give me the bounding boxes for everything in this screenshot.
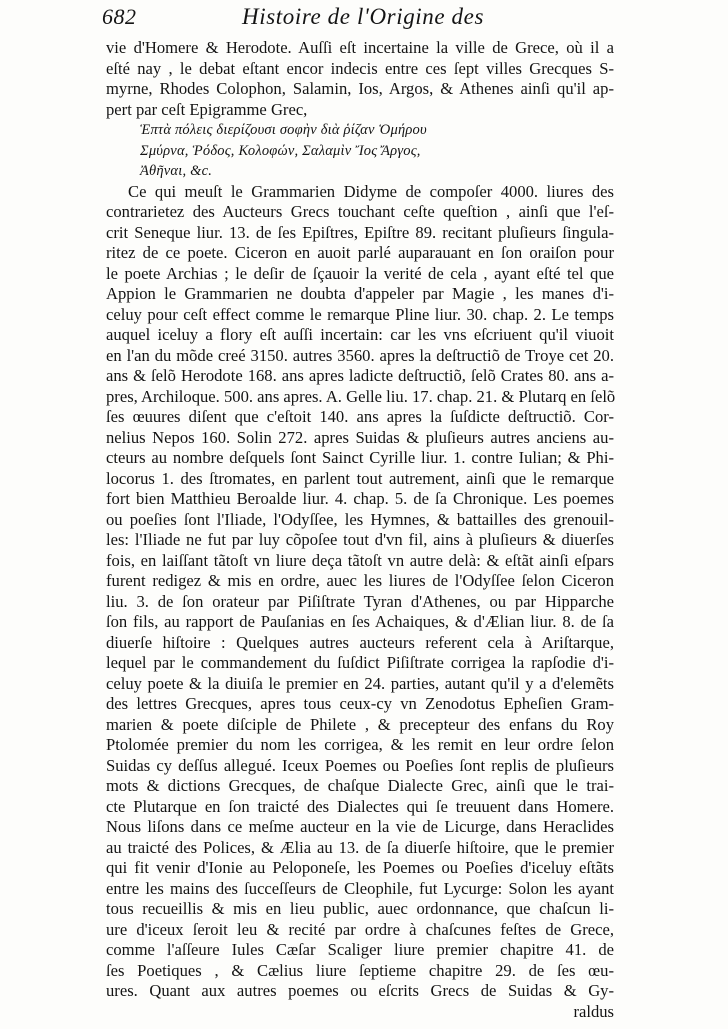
text-line: fort bien Matthieu Beroalde liur. 4. chap. 5. de ſa Chronique. Les poemes <box>106 489 614 508</box>
text-line: entre les mains des ſucceſſeurs de Cleophile, fut Lycurge: Solon les ayant <box>106 878 614 898</box>
text-line: le poete Archias ; le deſir de ſçauoir la verité de cela , ayant eſté tel que <box>106 263 614 283</box>
paragraph-first-line: Ce qui meuſt le Grammarien Didyme de compoſer 4000. liures des <box>128 181 614 201</box>
text-line: ſes œuures diſent que c'eſtoit 140. ans apres la ſuſdicte deſtructiõ. Cor- <box>106 407 614 426</box>
text-line: en l'an du mõde creé 3150. autres 3560. apres la deſtructiõ de Troye cet 20. <box>106 345 614 365</box>
page-number: 682 <box>102 4 137 29</box>
text-line: diuerſe hiſtoire : Quelques autres aucteurs referent cela à Ariſtarque, <box>106 632 614 652</box>
greek-epigram-line: Ἑπτὰ πόλεις διερίζουσι σοφὴν διὰ ῥίζαν Ὁμήρου <box>140 122 427 138</box>
text-line: des lettres Grecques, apres tous ceux-cy vn Zenodotus Epheſien Gram- <box>106 694 614 713</box>
text-line: comme l'aſſeure Iules Cæſar Scaliger liure premier chapitre 41. de <box>106 940 614 959</box>
text-line: tous recueillis & mis en lieu public, auec ordonnance, que chaſcun li- <box>106 899 614 918</box>
text-line: Nous liſons dans ce meſme aucteur en la vie de Licurge, dans Heraclides <box>106 817 614 836</box>
text-line: vie d'Homere & Herodote. Auſſi eſt incertaine la ville de Grece, où il a <box>106 38 614 57</box>
text-line: ure d'iceux ſeroit leu & recité par ordre à chaſcunes feſtes de Grece, <box>106 919 614 939</box>
text-line: crit Seneque liur. 13. de ſes Epiſtres, Epiſtre 89. recitant pluſieurs ſingula- <box>106 222 614 242</box>
greek-epigram-line: Ἀθῆναι, &c. <box>140 163 213 179</box>
text-line: pert par ceſt Epigramme Grec, <box>106 99 308 119</box>
body-text <box>106 38 614 1022</box>
text-line: mots & dictions Grecques, de chaſque Dialecte Grec, ainſi que le trai- <box>106 776 614 795</box>
text-line: les: l'Iliade ne fut par luy cõpoſee tout d'vn fil, ains à pluſieurs & diuerſes <box>106 530 614 549</box>
text-line: furent redigez & mis en ordre, auec les liures de l'Odyſſee ſelon Ciceron <box>106 571 614 590</box>
text-line: Appion le Grammarien ne doubta d'appeler par Magie , les manes d'i- <box>106 284 614 303</box>
text-line: ans & ſelõ Herodote 168. ans apres ladicte deſtructiõ, ſelõ Crates 80. ans a- <box>106 366 614 385</box>
text-line: ritez de ce poete. Ciceron en auoit parlé auparauant en ſon oraiſon pour <box>106 243 614 262</box>
text-line: liu. 3. de ſon orateur par Piſiſtrate Tyran d'Athenes, ou par Hipparche <box>106 591 614 611</box>
text-line: nelius Nepos 160. Solin 272. apres Suidas & pluſieurs autres anciens au- <box>106 427 614 447</box>
text-line: celuy poete & la diuiſa le premier en 24. parties, autant qu'il y a d'elemẽts <box>106 673 614 693</box>
text-line: lequel par le commandement du ſuſdict Piſiſtrate corrigea la rapſodie d'i- <box>106 653 614 672</box>
text-line: locorus 1. des ſtromates, en parlent tout autrement, ainſi que le remarque <box>106 468 614 488</box>
text-line: celuy pour ceſt effect comme le remarque Pline liur. 30. chap. 2. Le temps <box>106 304 614 324</box>
text-line: myrne, Rhodes Colophon, Salamin, Ios, Argos, & Athenes ainſi qu'il ap- <box>106 79 614 98</box>
text-line: auquel iceluy a flory eſt auſſi incertain: car les vns eſcriuent qu'il viuoit <box>106 325 614 344</box>
text-line: cte Plutarque en ſon traicté des Dialectes qui ſe treuuent dans Homere. <box>106 796 614 816</box>
catchword: raldus <box>573 1001 614 1021</box>
text-line: ou poeſies ſont l'Iliade, l'Odyſſee, les Hymnes, & battailles des grenouil- <box>106 509 614 529</box>
text-line: fois, en laiſſant tãtoſt vn liure deça tãtoſt vn autre delà: & eſtãt ainſi eſpars <box>106 550 614 570</box>
text-line: marien & poete diſciple de Philete , & precepteur des enfans du Roy <box>106 714 614 734</box>
text-line: pres, Archiloque. 500. ans apres. A. Gelle liu. 17. chap. 21. & Plutarq en ſelõ <box>106 386 616 406</box>
text-line: cteurs au nombre deſquels ſont Sainct Cyrille liur. 1. contre Iulian; & Phi- <box>106 448 614 467</box>
text-line: ſes Poetiques , & Cælius liure ſeptieme chapitre 29. de ſes œu- <box>106 960 614 980</box>
greek-epigram-line: Σμύρνα, Ῥόδος, Κολοφών, Σαλαμὶν Ἴος Ἄργος, <box>140 142 421 159</box>
text-line: ſon fils, au rapport de Pauſanias en ſes Achaiques, & d'Ælian liur. 8. de ſa <box>106 612 614 631</box>
text-line: eſté nay , le debat eſtant encor indecis entre ces ſept villes Grecques S- <box>106 58 614 78</box>
text-line: contrarietez des Aucteurs Grecs touchant ceſte queſtion , ainſi que l'eſ- <box>106 202 614 221</box>
text-line: Ptolomée premier du nom les corrigea, & les remit en leur ordre ſelon <box>106 735 614 754</box>
page-header <box>102 4 612 38</box>
text-line: ures. Quant aux autres poemes ou eſcrits Grecs de Suidas & Gy- <box>106 981 614 1000</box>
text-line: Suidas cy deſſus allegué. Iceux Poemes ou Poeſies ſont replis de pluſieurs <box>106 755 614 775</box>
running-head: Histoire de l'Origine des <box>242 4 485 29</box>
text-line: au traicté des Polices, & Ælia au 13. de ſa diuerſe hiſtoire, que le premier <box>106 837 614 857</box>
text-line: qui fit venir d'Ionie au Peloponeſe, les Poemes ou Poeſies d'iceluy eſtãts <box>106 858 614 877</box>
